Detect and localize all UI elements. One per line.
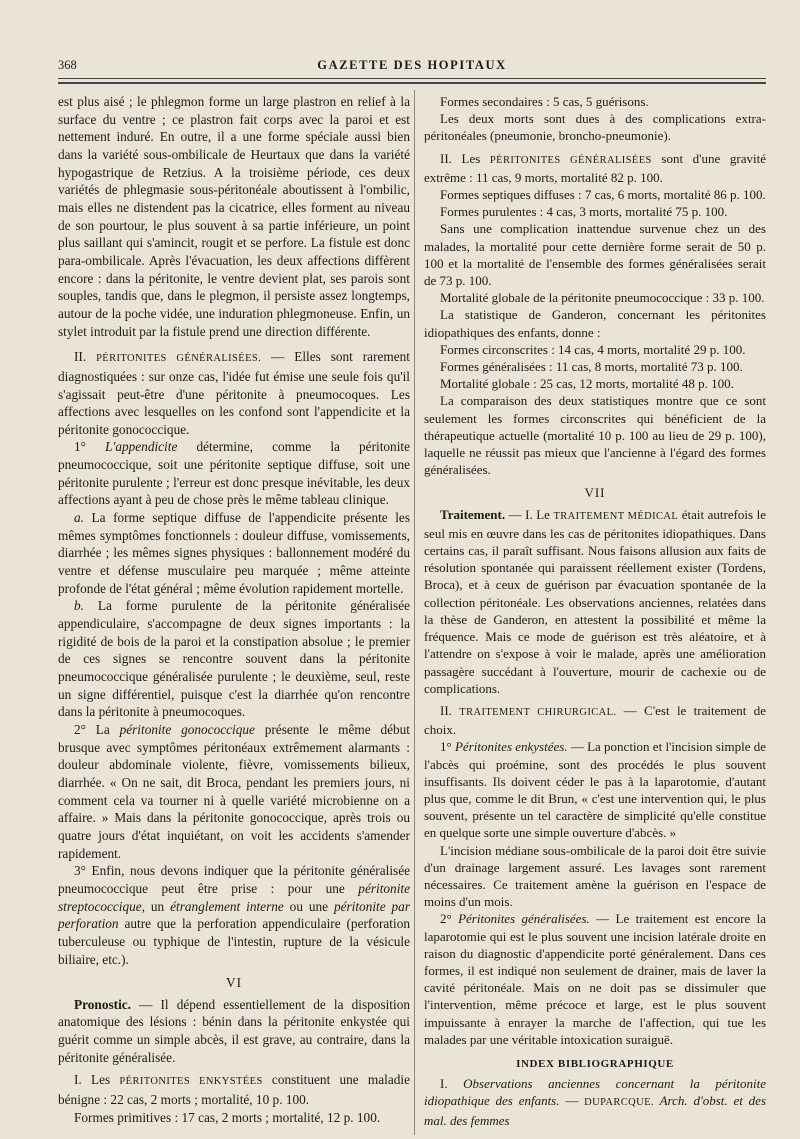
bibliography-entry: I. Observations anciennes concernant la péritonite idiopathique des enfants. — DUPARCQUE. Arch. d'obst. et des mal. des femmes: [424, 1076, 767, 1128]
column-divider: [414, 90, 415, 1135]
paragraph: Formes généralisées : 11 cas, 8 morts, mortalité 73 p. 100.: [440, 359, 743, 375]
paragraph: 1° L'appendicite détermine, comme la péritonite pneumococcique, soit une péritonite septique diffuse, soit une péritonite purulente ; l'erreur est donc presque inévitable, les deux affections ayant à peu de chose près le même tableau clinique.: [58, 439, 410, 508]
right-column: [424, 93, 766, 1129]
paragraph: II. Les PÉRITONITES GÉNÉRALISÉES sont d'une gravité extrême : 11 cas, 9 morts, mortalité 82 p. 100.: [424, 150, 766, 185]
paragraph: 3° Enfin, nous devons indiquer que la péritonite généralisée pneumococcique peut être prise : pour une péritonite streptococcique, un étranglement interne ou une péritonite par perforation autre que la perforation appendiculaire (perforation tuberculeuse ou typhique de l'intestin, rupture de la vésicule biliaire, etc.).: [58, 863, 410, 967]
paragraph: Pronostic. — Il dépend essentiellement de la disposition anatomique des lésions : bénin dans la péritonite enkystée qui guérit comme un simple abcès, il est grave, au contraire, dans la péritonite généralisée.: [58, 996, 410, 1065]
paragraph: Formes circonscrites : 14 cas, 4 morts, mortalité 29 p. 100.: [440, 341, 746, 357]
paragraph: 2° La péritonite gonococcique présente le même début brusque avec symptômes péritonéaux extrêmement alarmants : douleur abdominale violente, fièvre, vomissements bilieux, diarrhée. « On ne sait, dit Broca, pendant les premiers jours, ni comment cela va tourner ni à quelle variété microbienne on a affaire. » Mais dans la péritonite gonococcique, après trois ou quatre jours d'état inquiétant, on voit les accidents s'amender rapidement.: [58, 721, 411, 861]
paragraph: est plus aisé ; le phlegmon forme un large plastron en relief à la surface du ventre ; ce plastron fait corps avec la paroi et est nettement induré. En outre, il a une forme spéciale aussi bien dans la variété sous-ombilicale de Heurtaux que dans la variété hypogastrique de Retzius. A la troisième période, ces deux variétés de phlegmasie sous-péritonéale aboutissent à l'ombilic, mais elles ne distendent pas la cicatrice, elles forment au niveau de son pourtour, le plus souvent à sa partie inférieure, un point plus saillant qui s'amincit, rougit et se perfore. La fistule est donc para-ombilicale. Après l'évacuation, les deux affections diffèrent encore : dans la péritonite, le ventre devient plat, ses parois sont souples, tandis que, dans le plegmon, il persiste assez longtemps, autour de la poche vidée, une induration phlegmoneuse. Enfin, un stylet introduit par la fistule prend une direction différente.: [58, 94, 410, 339]
paragraph: I. Les PÉRITONITES ENKYSTÉES constituent une maladie bénigne : 22 cas, 2 morts ; mortalité, 10 p. 100.: [58, 1072, 410, 1108]
paragraph: Sans une complication inattendue survenue chez un des malades, la mortalité pour cette dernière forme serait de 50 p. 100 et la mortalité de l'ensemble des formes généralisées serait de 73 p. 100.: [424, 221, 766, 289]
paragraph: II. TRAITEMENT CHIRURGICAL. — C'est le traitement de choix.: [424, 702, 766, 738]
paragraph: a. La forme septique diffuse de l'appendicite présente les mêmes symptômes fonctionnels : douleur diffuse, vomissements, diarrhée ; les mêmes signes physiques : ballonnement modéré du ventre et défense musculaire peu marquée ; même atteinte profonde de l'état général ; même évolution rapidement mortelle.: [58, 510, 410, 596]
left-column: [58, 93, 410, 1126]
paragraph: Mortalité globale de la péritonite pneumococcique : 33 p. 100.: [440, 290, 765, 306]
header-rule: [58, 78, 766, 79]
paragraph: La statistique de Ganderon, concernant les péritonites idiopathiques des enfants, donne :: [424, 307, 766, 340]
paragraph: 2° Péritonites généralisées. — Le traitement est encore la laparotomie qui est le plus souvent une incision latérale droite en raison du diagnostic d'appendicite porté généralement. Dans ces formes, il est indiqué non seulement de drainer, mais de laver la cavité péritonéale. Mais on ne doit pas se dissimuler que l'intervention, même précoce et large, est le plus souvent impuissante à enrayer la marche de l'affection, qui tue les malades par une véritable intoxication suraiguë.: [424, 911, 766, 1047]
running-title: GAZETTE DES HOPITAUX: [317, 58, 507, 72]
page-header: [58, 58, 766, 78]
paragraph: La comparaison des deux statistiques montre que ce sont seulement les formes circonscrites qui bénéficient de la thérapeutique actuelle (mortalité 10 p. 100 au lieu de 29 p. 100), laquelle ne réussit pas mieux que l'ancienne à l'égard des formes généralisées.: [424, 393, 766, 478]
paragraph: Formes secondaires : 5 cas, 5 guérisons.: [440, 94, 649, 109]
paragraph: Les deux morts sont dues à des complications extra-péritonéales (pneumonie, broncho-pneumonie).: [424, 111, 766, 144]
paragraph: Mortalité globale : 25 cas, 12 morts, mortalité 48 p. 100.: [440, 376, 734, 392]
paragraph: Formes primitives : 17 cas, 2 morts ; mortalité, 12 p. 100.: [74, 1109, 381, 1125]
paragraph: 1° Péritonites enkystées. — La ponction et l'incision simple de l'abcès qui proémine, sont des procédés le plus souvent insuffisants. Ils doivent céder le pas à la laparotomie, d'autant plus que, comme le dit Brun, « c'est une intervention qui, le plus souvent, présente un tel caractère de simplicité qu'elle constitue en quelque sorte une simple ouverture d'abcès. »: [424, 739, 766, 841]
paragraph: Formes septiques diffuses : 7 cas, 6 morts, mortalité 86 p. 100.: [440, 187, 766, 203]
paragraph: Traitement. — I. Le TRAITEMENT MÉDICAL était autrefois le seul mis en œuvre dans les cas de péritonites idiopathiques. Dans certains cas, il paraît suffisant. Nous faisons allusion aux faits de résolution spontanée qui paraissent réellement exister (Tordens, Broca), et à ceux de guérison par évacuation spontanée de la collection péritonéale. Les observations anciennes, relatées dans la thèse de Ganderon, en attestent la possibilité et même la fréquence. Mais ce mode de guérison est très aléatoire, et à l'attendre on s'expose à voir le malade, après une amélioration passagère succédant à l'ouverture, mourir de cachexie ou de complications.: [424, 506, 766, 696]
paragraph: Formes purulentes : 4 cas, 3 morts, mortalité 75 p. 100.: [440, 204, 728, 220]
header-rule-thick: [58, 82, 766, 84]
page-number: 368: [58, 58, 77, 72]
section-number: VI: [225, 975, 243, 991]
paragraph: II. PÉRITONITES GÉNÉRALISÉES. — Elles sont rarement diagnostiquées : sur onze cas, l'idée fut émise une seule fois qu'il s'agissait peut-être d'une péritonite à pneumocoques. Les affections avec lesquelles on les confond sont l'appendicite et la péritonite gonococcique.: [58, 349, 410, 437]
section-number: VII: [584, 485, 606, 501]
paragraph: L'incision médiane sous-ombilicale de la paroi doit être suivie d'un drainage largement assuré. Les lavages sont rarement nécessaires. Ce traitement amène la guérison en l'espace de moins d'un mois.: [424, 842, 766, 910]
paragraph: b. La forme purulente de la péritonite généralisée appendiculaire, s'accompagne de deux signes importants : la rigidité de bois de la paroi et la constipation absolue ; le premier de ces signes se rencontre souvent dans la péritonite pneumococcique généralisée purulente ; le deuxième, seul, reste un signe différentiel, puisque c'est la diarrhée qu'on rencontre dans la péritonite à pneumocoques.: [58, 598, 410, 720]
bibliography-title: INDEX BIBLIOGRAPHIQUE: [516, 1057, 674, 1070]
